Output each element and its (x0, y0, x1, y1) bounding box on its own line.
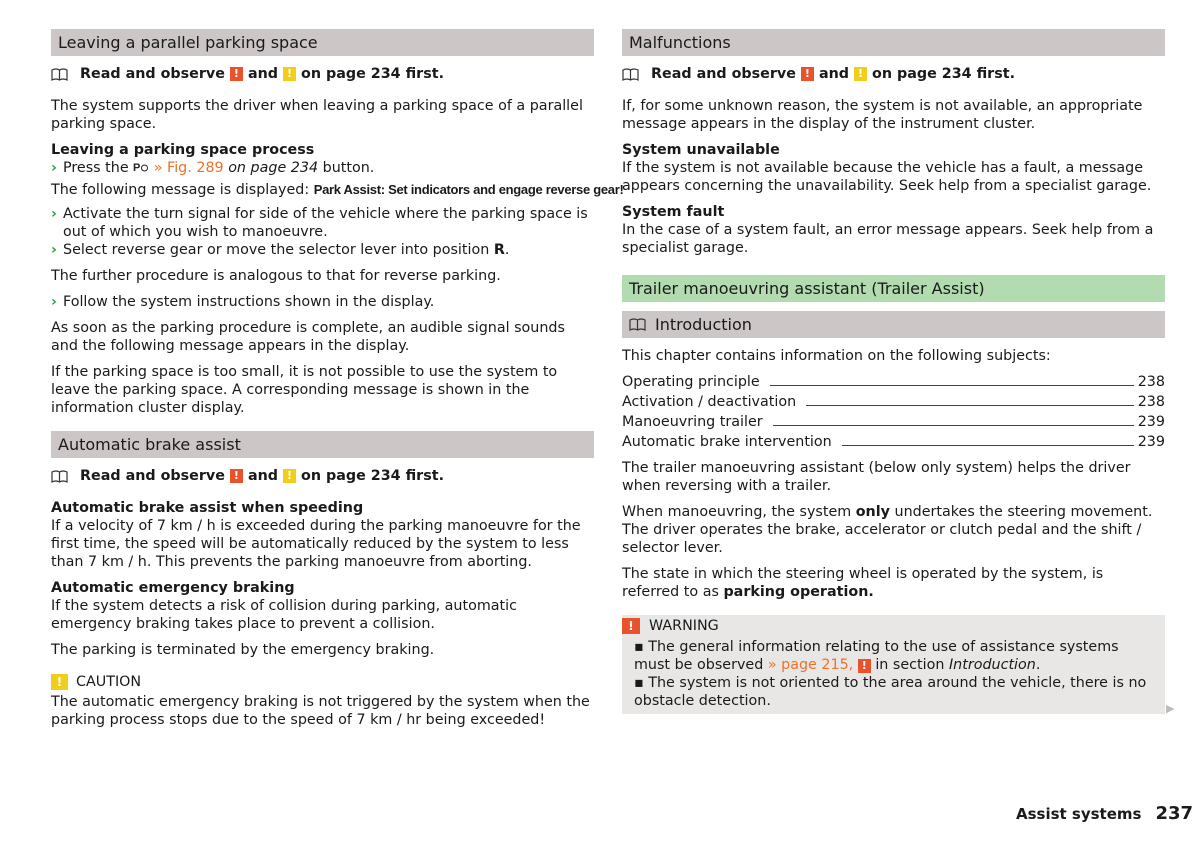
figure-link[interactable]: » Fig. 289 (153, 160, 224, 176)
page-link[interactable]: » page 215, (767, 657, 854, 673)
paragraph: The further procedure is analogous to that for reverse parking. (51, 268, 501, 284)
read-observe-line: Read and observe ! and ! on page 234 first. (622, 65, 1165, 83)
paragraph: In the case of a system fault, an error message appears. Seek help from a specialist garage. (622, 222, 1154, 256)
section-heading-brake: Automatic brake assist (51, 431, 594, 458)
exclamation-icon: ! (858, 659, 871, 673)
paragraph: If, for some unknown reason, the system is not available, an appropriate message appears in the display of the instrument cluster. (622, 98, 1143, 132)
book-icon (51, 470, 68, 483)
display-message: Park Assist: Set indicators and engage reverse gear! (313, 182, 624, 197)
park-assist-icon (133, 161, 149, 173)
section-heading-trailer: Trailer manoeuvring assistant (Trailer Assist) (622, 275, 1165, 302)
caution-icon: ! (854, 67, 867, 81)
subheading: Leaving a parking space process (51, 142, 315, 158)
read-observe-line: Read and observe ! and ! on page 234 first. (51, 65, 594, 83)
section-heading-introduction: Introduction (622, 311, 1165, 338)
step-item: › Select reverse gear or move the selector lever into position R. (51, 242, 510, 258)
page-number: 237 (1155, 803, 1194, 824)
book-icon (629, 318, 646, 331)
subheading: System unavailable (622, 142, 780, 158)
message-line: The following message is displayed: Park Assist: Set indicators and engage reverse gear! (51, 182, 624, 198)
page-footer (1016, 805, 1193, 823)
subheading: System fault (622, 204, 725, 220)
step-arrow-icon: › (51, 242, 57, 258)
paragraph: If the parking space is too small, it is not possible to use the system to leave the parking space. A corresponding message is shown in the information cluster display. (51, 364, 558, 416)
step-arrow-icon: › (51, 206, 57, 222)
warning-item: ▪ The general information relating to the use of assistance systems must be observed » page 215, ! in section Introduction. (634, 639, 1119, 673)
step-arrow-icon: › (51, 160, 57, 176)
warning-item: ▪ The system is not oriented to the area around the vehicle, there is no obstacle detection. (634, 675, 1147, 709)
toc-row[interactable]: Activation / deactivation 238 (622, 394, 1165, 410)
section-heading-parallel: Leaving a parallel parking space (51, 29, 594, 56)
exclamation-icon: ! (230, 67, 243, 81)
toc-row[interactable]: Manoeuvring trailer 239 (622, 414, 1165, 430)
exclamation-icon: ! (230, 469, 243, 483)
next-page-arrow-icon: ▶ (1166, 702, 1175, 715)
step-item: › Activate the turn signal for side of the vehicle where the parking space is out of which you wish to manoeuvre. (51, 206, 588, 240)
warning-heading: ! WARNING (622, 617, 1155, 635)
exclamation-icon: ! (801, 67, 814, 81)
table-of-contents (622, 373, 1165, 453)
warning-icon: ! (622, 618, 640, 634)
book-icon (622, 68, 639, 81)
read-observe-line: Read and observe ! and ! on page 234 first. (51, 467, 594, 485)
caution-icon: ! (283, 469, 296, 483)
paragraph: The parking is terminated by the emergency braking. (51, 642, 435, 658)
subheading: Automatic brake assist when speeding (51, 500, 364, 516)
warning-box (622, 615, 1165, 714)
step-item: › Press the P » Fig. 289 on page 234 button. (51, 160, 375, 176)
toc-row[interactable]: Operating principle 238 (622, 374, 1165, 390)
paragraph: As soon as the parking procedure is complete, an audible signal sounds and the following message appears in the display. (51, 320, 565, 354)
paragraph: This chapter contains information on the following subjects: (622, 348, 1051, 364)
step-arrow-icon: › (51, 294, 57, 310)
paragraph: The system supports the driver when leaving a parking space of a parallel parking space. (51, 98, 583, 132)
svg-text:P: P (133, 162, 141, 173)
caution-heading: ! CAUTION (51, 673, 594, 691)
right-column (622, 29, 1165, 714)
caution-icon: ! (51, 674, 68, 690)
paragraph: If the system is not available because the vehicle has a fault, a message appears concerning the unavailability. Seek help from a specialist garage. (622, 160, 1152, 194)
paragraph: When manoeuvring, the system only undertakes the steering movement. The driver operates the brake, accelerator or clutch pedal and the shift / selector lever. (622, 504, 1153, 556)
paragraph: If a velocity of 7 km / h is exceeded during the parking manoeuvre for the first time, the speed will be automatically reduced by the system to less than 7 km / h. This prevents the parking manoeuvre from aborting. (51, 518, 581, 570)
caution-text: The automatic emergency braking is not triggered by the system when the parking process stops due to the speed of 7 km / hr being exceeded! (51, 694, 590, 728)
subheading: Automatic emergency braking (51, 580, 295, 596)
footer-section-title: Assist systems (1016, 805, 1142, 823)
section-heading-malfunctions: Malfunctions (622, 29, 1165, 56)
toc-row[interactable]: Automatic brake intervention 239 (622, 434, 1165, 450)
paragraph: If the system detects a risk of collision during parking, automatic emergency braking takes place to prevent a collision. (51, 598, 517, 632)
book-icon (51, 68, 68, 81)
caution-icon: ! (283, 67, 296, 81)
warning-body (622, 638, 1155, 710)
left-column (51, 29, 624, 729)
step-item: › Follow the system instructions shown in the display. (51, 294, 435, 310)
paragraph: The state in which the steering wheel is operated by the system, is referred to as parking operation. (622, 566, 1104, 600)
paragraph: The trailer manoeuvring assistant (below only system) helps the driver when reversing with a trailer. (622, 460, 1131, 494)
